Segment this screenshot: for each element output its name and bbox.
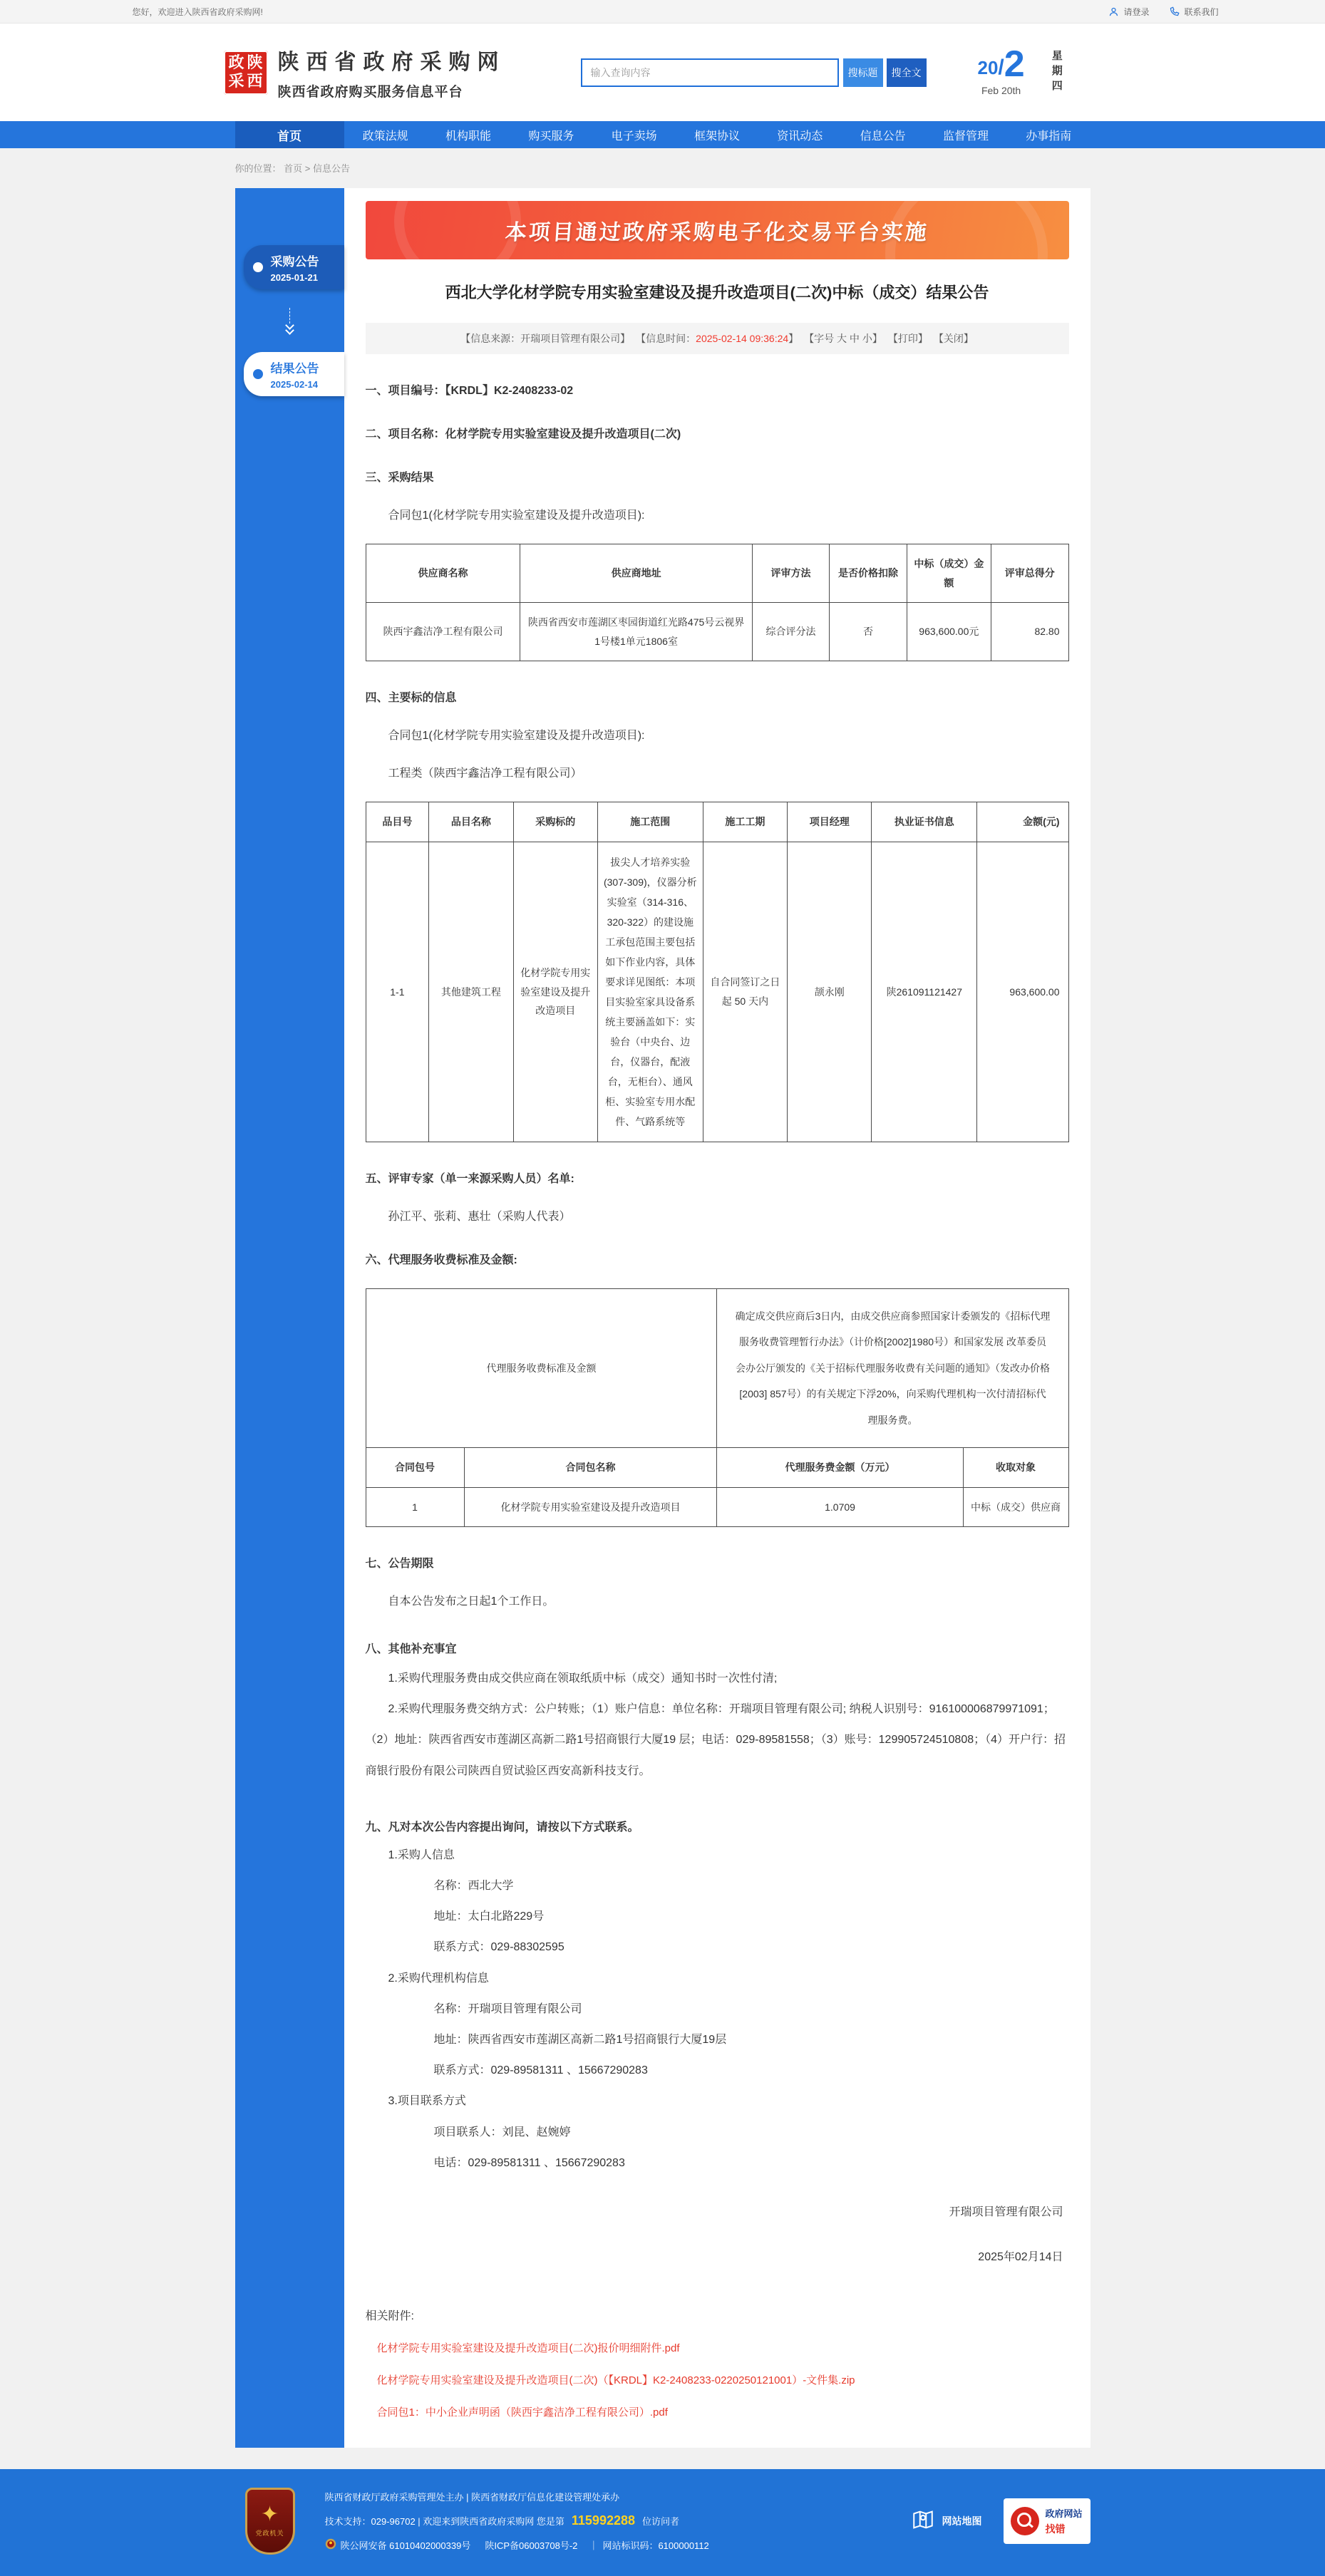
timeline-arrow-icon (235, 308, 344, 333)
print-button[interactable]: 【打印】 (887, 333, 928, 344)
topbar (0, 0, 1325, 24)
article-panel (344, 188, 1091, 2448)
site-subtitle: 陕西省政府购买服务信息平台 (277, 85, 463, 100)
contact-line: 电话：029-89581311 、15667290283 (433, 2156, 625, 2169)
section-subject-heading: 四、主要标的信息 (365, 692, 457, 705)
nav-item-news[interactable]: 资讯动态 (777, 130, 823, 143)
beian-ga-link[interactable]: 陕公网安备 61010402000339号 (340, 2540, 471, 2552)
search-input[interactable] (581, 58, 839, 87)
search-title-button[interactable]: 搜标题 (843, 58, 883, 87)
meta-source: 【信息来源：开瑞项目管理有限公司】 (460, 333, 631, 344)
timeline-sidebar (235, 188, 344, 2448)
nav-item-announcements[interactable]: 信息公告 (860, 130, 906, 143)
signature-company: 开瑞项目管理有限公司 (949, 2205, 1063, 2218)
nav-item-purchase-services[interactable]: 购买服务 (528, 130, 574, 143)
section-contact-heading: 九、凡对本次公告内容提出询问，请按以下方式联系。 (365, 1821, 639, 1833)
contact-line: 名称：开瑞项目管理有限公司 (433, 2002, 582, 2015)
table-row: 陕西宇鑫洁净工程有限公司 陕西省西安市莲湖区枣园街道红光路475号云视界1号楼1单元1806室 综合评分法 否 963,600.00元 82.80 (366, 603, 1068, 661)
timeline-dot-icon (253, 262, 263, 272)
phone-icon (1169, 6, 1180, 17)
date-english: Feb 20th (981, 84, 1021, 96)
experts-list: 孙江平、张莉、惠壮（采购人代表） (388, 1210, 571, 1223)
nav-item-functions[interactable]: 机构职能 (445, 130, 491, 143)
meta-time: 【信息时间：2025-02-14 09:36:24】 (636, 333, 799, 344)
contact-line: 地址：太白北路229号 (433, 1910, 545, 1923)
project-contact-title: 3.项目联系方式 (388, 2095, 466, 2108)
article-title: 西北大学化材学院专用实验室建设及提升改造项目(二次)中标（成交）结果公告 (445, 284, 989, 301)
breadcrumb-prefix: 你的位置： (234, 163, 282, 174)
close-button[interactable]: 【关闭】 (933, 333, 974, 344)
site-header (0, 24, 1325, 121)
timeline-item-result-notice[interactable]: 结果公告 2025-02-14 (244, 352, 344, 396)
contact-link[interactable]: 联系我们 (1169, 6, 1218, 18)
magnifier-icon (1011, 2507, 1039, 2535)
contract-package-note: 合同包1(化材学院专用实验室建设及提升改造项目): (388, 730, 645, 743)
visitor-count: 115992288 (571, 2513, 635, 2528)
contact-line: 项目联系人：刘昆、赵婉婷 (433, 2126, 571, 2138)
search-box (581, 58, 927, 87)
attachments-title: 相关附件: (365, 2309, 414, 2322)
user-icon (1108, 6, 1119, 17)
contact-line: 地址：陕西省西安市莲湖区高新二路1号招商银行大厦19层 (433, 2033, 727, 2046)
period-text: 自本公告发布之日起1个工作日。 (388, 1595, 555, 1608)
map-icon (911, 2508, 935, 2534)
welcome-text: 您好，欢迎进入陕西省政府采购网! (132, 6, 263, 17)
project-category-note: 工程类（陕西宇鑫洁净工程有限公司） (388, 767, 582, 780)
breadcrumb-current[interactable]: 信息公告 (313, 163, 351, 174)
signature-date: 2025年02月14日 (978, 2250, 1063, 2263)
nav-item-home[interactable]: 首页 (235, 121, 344, 148)
table-row: 1 化材学院专用实验室建设及提升改造项目 1.0709 中标（成交）供应商 (366, 1487, 1068, 1527)
nav-item-guide[interactable]: 办事指南 (1026, 130, 1072, 143)
emblem-icon: ✦ (260, 2503, 279, 2527)
footer-organizer-line: 陕西省财政厅政府采购管理处主办 | 陕西省财政厅信息化建设管理处承办 (324, 2492, 620, 2503)
footer-support-line: 技术支持：029-96702 | 欢迎来到陕西省政府采购网 您是第 115992288 位访问者 (324, 2513, 680, 2528)
contact-line: 联系方式：029-88302595 (433, 1941, 564, 1954)
attachment-link-zip[interactable]: 化材学院专用实验室建设及提升改造项目(二次)（【KRDL】K2-2408233-0220250121001）-文件集.zip (376, 2374, 855, 2386)
site-code: 网站标识码：6100000112 (602, 2540, 709, 2552)
breadcrumb (235, 161, 1091, 175)
breadcrumb-separator: > (304, 163, 311, 174)
platform-banner: 本项目通过政府采购电子化交易平台实施 (366, 201, 1069, 259)
section-project-number: 一、项目编号：【KRDL】K2-2408233-02 (365, 385, 574, 397)
weekday-text: 星期四 (1050, 50, 1063, 95)
attachment-link-pdf[interactable]: 化材学院专用实验室建设及提升改造项目(二次)报价明细附件.pdf (376, 2342, 680, 2354)
attachment-link-pdf[interactable]: 合同包1：中小企业声明函（陕西宇鑫洁净工程有限公司）.pdf (376, 2406, 668, 2419)
other-para: 1.采购代理服务费由成交供应商在领取纸质中标（成交）通知书时一次性付清; (388, 1672, 778, 1685)
site-name: 陕西省政府采购网 (277, 51, 506, 74)
section-agency-fee-heading: 六、代理服务收费标准及金额: (365, 1253, 517, 1266)
table-header-row: 品目号 品目名称 采购标的 施工范围 施工工期 项目经理 执业证书信息 金额(元) (366, 802, 1068, 842)
other-para: 2.采购代理服务费交纳方式：公户转账；（1）账户信息：单位名称：开瑞项目管理有限公司; 纳税人识别号：916100006879971091；（2）地址：陕西省西安市莲湖区高新二路1号招商银行大厦19 层；电话：029-89581558；（3）账号：129905724510808；（4）开户行：招商银行股份有限公司陕西自贸试验区西安高新科技支行。 (365, 1703, 1066, 1777)
font-size-control[interactable]: 【字号 大 中 小】 (804, 333, 882, 344)
contact-line: 联系方式：029-89581311 、15667290283 (433, 2064, 648, 2077)
main-nav (0, 121, 1325, 148)
nav-item-emall[interactable]: 电子卖场 (611, 130, 657, 143)
search-fulltext-button[interactable]: 搜全文 (887, 58, 927, 87)
section-result-heading: 三、采购结果 (365, 472, 434, 484)
nav-item-framework-agreement[interactable]: 框架协议 (694, 130, 740, 143)
sitemap-link[interactable]: 网站地图 (911, 2508, 982, 2534)
contact-line: 名称：西北大学 (433, 1880, 514, 1893)
agency-info-title: 2.采购代理机构信息 (388, 1972, 489, 1985)
purchaser-info-title: 1.采购人信息 (388, 1848, 455, 1861)
table-header-row: 供应商名称 供应商地址 评审方法 是否价格扣除 中标（成交）金额 评审总得分 (366, 544, 1068, 603)
contract-package-note: 合同包1(化材学院专用实验室建设及提升改造项目): (388, 509, 645, 522)
breadcrumb-home[interactable]: 首页 (284, 163, 303, 174)
date-widget: 20 / 2 Feb 20th (977, 43, 1025, 96)
site-footer (0, 2469, 1325, 2576)
subject-table (366, 802, 1069, 1142)
beian-icp-link[interactable]: 陕ICP备06003708号-2 (485, 2540, 578, 2552)
gov-site-error-report[interactable]: 政府网站 找错 (1004, 2498, 1091, 2544)
timeline-dot-icon (253, 369, 263, 379)
nav-item-supervision[interactable]: 监督管理 (942, 130, 989, 143)
table-row: 代理服务收费标准及金额 确定成交供应商后3日内，由成交供应商参照国家计委颁发的《招标代理服务收费管理暂行办法》（计价格[2002]1980号）和国家发展 改革委员会办公厅颁发的《关于招标代理服务收费有关问题的通知》（发改办价格[2003] 857号）的有关规定下浮20%，向采购代理机构一次付清招标代理服务费。 (366, 1288, 1068, 1447)
section-experts-heading: 五、评审专家（单一来源采购人员）名单: (365, 1172, 574, 1185)
result-table (366, 544, 1069, 661)
article-meta-bar (366, 323, 1069, 354)
police-badge-icon (325, 2538, 336, 2552)
timeline-item-procurement-notice[interactable]: 采购公告 2025-01-21 (244, 245, 344, 289)
login-link[interactable]: 请登录 (1108, 6, 1149, 18)
section-period-heading: 七、公告期限 (365, 1558, 434, 1571)
footer-beian-line: 陕公网安备 61010402000339号 陕ICP备06003708号-2 ｜ 网站标识码：6100000112 (325, 2538, 911, 2552)
table-header-row: 合同包号 合同包名称 代理服务费金额（万元） 收取对象 (366, 1447, 1068, 1487)
nav-item-policies[interactable]: 政策法规 (362, 130, 408, 143)
government-emblem-badge: ✦ 党政机关 (245, 2488, 295, 2555)
section-project-name: 二、项目名称：化材学院专用实验室建设及提升改造项目(二次) (365, 428, 681, 440)
site-logo[interactable]: 政 陕 采 西 (224, 51, 268, 95)
section-other-heading: 八、其他补充事宜 (365, 1643, 457, 1656)
agency-fee-table (366, 1288, 1069, 1527)
table-row: 1-1 其他建筑工程 化材学院专用实验室建设及提升改造项目 拔尖人才培养实验(307-309)，仪器分析实验室（314-316、320-322）的建设施工承包范围主要包括如下作业内容，具体要求详见图纸：本项目实验室家具设备系统主要涵盖如下：实验台（中央台、边台，仪器台，配液台，无柜台）、通风柜、实验室专用水配件、气路系统等 自合同签订之日起 50 天内 颉永刚 陕261091121427 963,600.00 (366, 842, 1068, 1142)
